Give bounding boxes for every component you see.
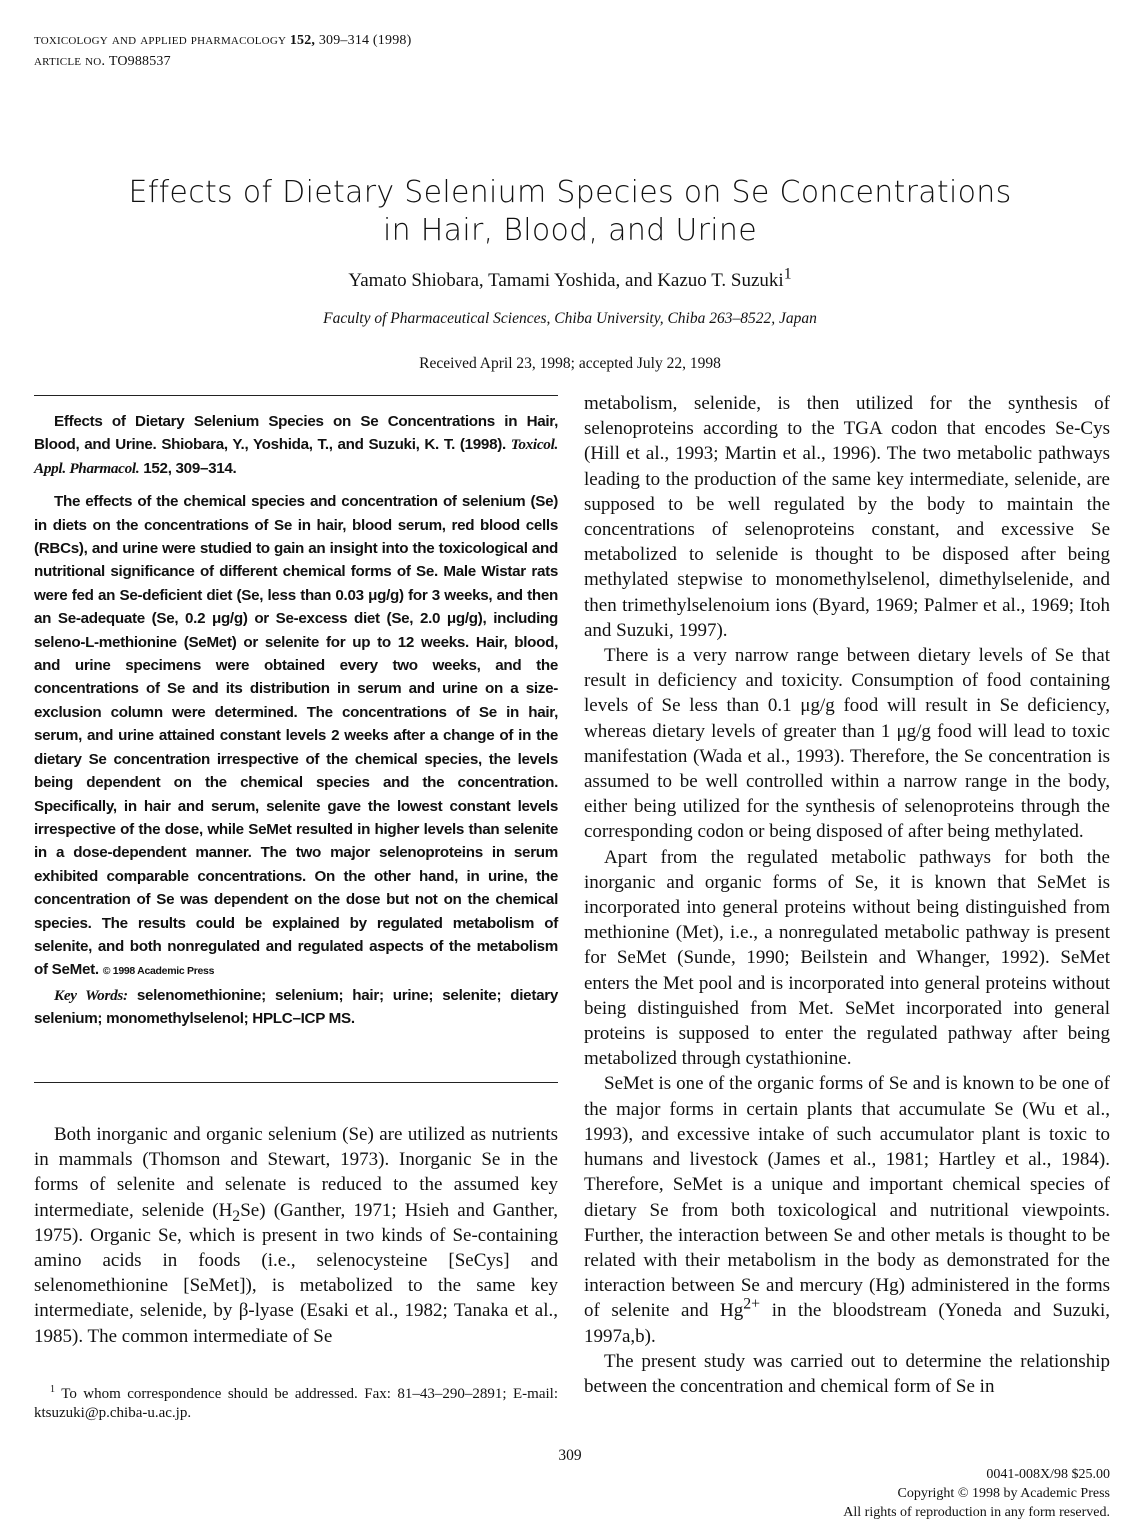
right-paragraph-1: metabolism, selenide, is then utilized for the synthesis of selenoproteins according to the TGA codon that encodes Se-Cys (Hill et al., 1993; Martin et al., 1996). The two metabolic pathways leading to the production of the same key intermediate, selenide, are supposed to be well regulated by the body to maintain the concentrations of selenoproteins constant, and excessive Se metabolized to selenide is thought to be disposed after being methylated stepwise to monomethylselenol, dimethylselenide, and then trimethylselenoium ions (Byard, 1969; Palmer et al., 1969; Itoh and Suzuki, 1997).	[584, 393, 1110, 641]
journal-name: toxicology and applied pharmacology	[34, 32, 287, 48]
copyright-line: Copyright © 1998 by Academic Press	[897, 1486, 1110, 1501]
right-paragraph-3: Apart from the regulated metabolic pathways for both the inorganic and organic forms of Se, it is known that SeMet is incorporated into general proteins without being distinguished from methionine (Met), i.e., a nonregulated metabolic pathway is present for SeMet (Sunde, 1990; Beilstein and Whanger, 1992). SeMet enters the Met pool and is incorporated into general proteins without being distinguished from Met. SeMet incorporated into general proteins is supposed to enter the regulated pathway after being metabolized through cystathionine.	[584, 846, 1110, 1070]
intro-paragraph-1: Both inorganic and organic selenium (Se) are utilized as nutrients in mammals (Thomson and Stewart, 1973). Inorganic Se in the forms of selenite and selenate is reduced to the assumed key intermediate, selenide $(H_2Se)$ (Ganther, 1971; Hsieh and Ganther, 1975). Organic Se, which is present in two kinds of Se-containing amino acids in foods (i.e., selenocysteine [SeCys] and selenomethionine [SeMet]), is metabolized to the same key intermediate, selenide, by β-lyase (Esaki et al., 1982; Tanaka et al., 1985). The common intermediate of Se	[34, 1124, 558, 1347]
author-names: Yamato Shiobara, Tamami Yoshida, and Kazuo T. Suzuki	[348, 270, 784, 291]
footnote-mark: 1	[50, 1384, 55, 1395]
footnote	[34, 1385, 558, 1423]
volume: 152,	[289, 33, 316, 48]
received-date: Received April 23, 1998; accepted July 22, 1998	[419, 355, 721, 372]
abstract-copyright: © 1998 Academic Press	[102, 965, 215, 978]
copyright-block	[843, 1465, 1110, 1522]
right-paragraph-4: SeMet is one of the organic forms of Se and is known to be one of the major forms in certain plants that accumulate Se (Wu et al., 1993), and excessive intake of such accumulator plant is toxic to humans and livestock (James et al., 1981; Hartley et al., 1984). Therefore, SeMet is a unique and important chemical species of dietary Se from both toxicological and nutritional viewpoints. Further, the interaction between Se and other metals is thought to be related with their metabolism in the body as demonstrated for the interaction between Se and mercury (Hg) administered in the forms of selenite and $Hg^{2+}$ in the bloodstream (Yoneda and Suzuki, 1997a,b).	[584, 1073, 1110, 1347]
keywords-label: Key Words:	[54, 986, 128, 1004]
right-column-body	[584, 391, 1110, 1399]
abstract-citation: Effects of Dietary Selenium Species on Se Concentrations in Hair, Blood, and Urine. Shiobara, Y., Yoshida, T., and Suzuki, K. T. (1998). Toxicol. Appl. Pharmacol. 152, 309–314.	[34, 413, 559, 477]
left-column-body	[34, 1122, 558, 1349]
article-number: TO988537	[108, 54, 171, 69]
journal-abbrev: Toxicol. Appl. Pharmacol.	[34, 436, 559, 477]
right-paragraph-5: The present study was carried out to determine the relationship between the concentration and chemical form of Se in	[584, 1350, 1110, 1397]
authors	[0, 265, 1140, 292]
title-line-2: in Hair, Blood, and Urine	[383, 213, 757, 248]
abstract-text: The effects of the chemical species and concentration of selenium (Se) in diets on the concentrations of Se in hair, blood serum, red blood cells (RBCs), and urine were studied to gain an insight into the toxicological and nutritional significance of different chemical forms of Se. Male Wistar rats were fed an Se-deficient diet (Se, less than 0.03 μg/g) for 3 weeks, and then an Se-adequate (Se, 0.2 μg/g) or Se-excess diet (Se, 2.0 μg/g), including seleno-L-methionine (SeMet) or selenite for up to 12 weeks. Hair, blood, and urine specimens were obtained every two weeks, and the concentrations of Se and its distribution in serum and urine on a size-exclusion column were determined. The concentrations of Se in hair, serum, and urine attained constant levels 2 weeks after a change of in the dietary Se concentration irrespective of the chemical species, the levels being dependent on the chemical species and the concentration. Specifically, in hair and serum, selenite gave the lowest constant levels irrespective of the dose, while SeMet resulted in higher levels than selenite in a dose-dependent manner. The two major selenoproteins in serum exhibited comparable concentrations. On the other hand, in urine, the concentration of Se was dependent on the dose but not on the chemical species. The results could be explained by regulated metabolism of selenite, and both nonregulated and regulated aspects of the metabolism of SeMet. © 1998 Academic Press	[34, 493, 558, 979]
author-footnote-mark: 1	[783, 265, 792, 283]
title-line-1: Effects of Dietary Selenium Species on Se Concentrations	[128, 175, 1012, 210]
page-number: 309	[558, 1447, 582, 1464]
affiliation: Faculty of Pharmaceutical Sciences, Chiba University, Chiba 263–8522, Japan	[323, 310, 817, 327]
abstract	[34, 410, 558, 1031]
paper-title	[60, 174, 1080, 250]
keywords-list: selenomethionine; selenium; hair; urine; selenite; dietary selenium; monomethylselenol; HPLC–ICP MS.	[34, 986, 558, 1028]
abstract-top-rule	[34, 395, 558, 396]
article-label: article no.	[34, 53, 106, 69]
running-header	[34, 30, 411, 72]
page-range: 309–314 (1998)	[318, 33, 412, 48]
keywords	[34, 984, 558, 1031]
footnote-text: To whom correspondence should be addressed. Fax: 81–43–290–2891; E-mail: ktsuzuki@p.chiba-u.ac.jp.	[34, 1386, 559, 1421]
abstract-bottom-rule	[34, 1082, 558, 1083]
right-paragraph-2: There is a very narrow range between dietary levels of Se that result in deficiency and toxicity. Consumption of food containing levels of Se less than 0.1 μg/g food will result in Se deficiency, whereas dietary levels of greater than 1 μg/g food will lead to toxic manifestation (Wada et al., 1993). Therefore, the Se concentration is assumed to be well controlled within a narrow range in the body, either being utilized for the synthesis of selenoproteins through the corresponding codon or being disposed of after being methylated.	[584, 645, 1110, 843]
rights-line: All rights of reproduction in any form reserved.	[843, 1505, 1110, 1520]
issn-price: 0041-008X/98 $25.00	[986, 1467, 1110, 1482]
